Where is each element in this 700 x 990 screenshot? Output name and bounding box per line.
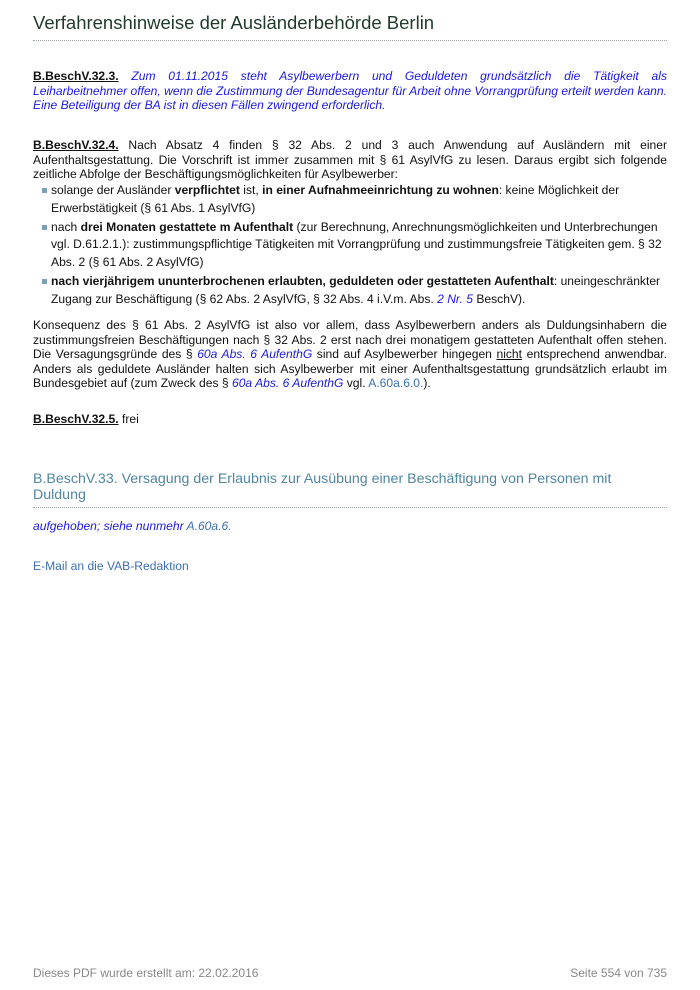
section-ref-32-5[interactable]: B.BeschV.32.5. bbox=[33, 412, 119, 426]
paragraph-32-4 bbox=[33, 138, 667, 182]
bullet-list bbox=[42, 182, 662, 310]
list-item: solange der Ausländer verpflichtet ist, in einer Aufnahmeeinrichtung zu wohnen: keine Möglichkeit der Erwerbstätigkeit (§ 61 Abs. 1 AsylVfG) bbox=[42, 182, 662, 217]
bullet-icon bbox=[42, 279, 47, 284]
paragraph-32-3 bbox=[33, 69, 667, 113]
footer-created-date: Dieses PDF wurde erstellt am: 22.02.2016 bbox=[33, 966, 259, 980]
paragraph-aufgehoben: aufgehoben; siehe nunmehr A.60a.6. bbox=[33, 519, 232, 533]
email-editorial-link[interactable]: E-Mail an die VAB-Redaktion bbox=[33, 559, 189, 573]
footer-page-number: Seite 554 von 735 bbox=[570, 966, 667, 980]
email-link-container bbox=[33, 559, 667, 574]
list-item: nach drei Monaten gestattete m Aufenthalt (zur Berechnung, Anrechnungsmöglichkeiten und Unterbrechungen vgl. D.61.2.1.): zustimmungspflichtige Tätigkeiten mit Vorrangprüfung und zustimmungsfreie Tätigkeiten gem. § 32 Abs. 2 (§ 61 Abs. 2 AsylVfG) bbox=[42, 219, 662, 272]
section-ref-32-4[interactable]: B.BeschV.32.4. bbox=[33, 138, 119, 152]
paragraph-32-3-text: Zum 01.11.2015 steht Asylbewerbern und Geduldeten grundsätzlich die Tätigkeit als Leiharbeitnehmer offen, wenn die Zustimmung der Bundesagentur für Arbeit ohne Vorrangprüfung erteilt werden kann. Eine Beteiligung der BA ist in diesen Fällen zwingend erforderlich. bbox=[33, 69, 667, 113]
paragraph-32-5: B.BeschV.32.5. frei bbox=[33, 412, 139, 426]
paragraph-konsequenz: Konsequenz des § 61 Abs. 2 AsylVfG ist also vor allem, dass Asylbewerbern anders als Duldungsinhabern die zustimmungsfreien Beschäftigungen nach § 32 Abs. 2 erst nach drei monatigem gestatteten Aufenthalt offen stehen. Die Versagungsgründe des § 60a Abs. 6 AufenthG sind auf Asylbewerber hingegen nicht entsprechend anwendbar. Anders als geduldete Ausländer halten sich Asylbewerber mit einer Aufenthaltsgestattung grundsätzlich erlaubt im Bundesgebiet auf (zum Zweck des § 60a Abs. 6 AufenthG vgl. A.60a.6.0.). bbox=[33, 318, 667, 391]
list-item: nach vierjährigem ununterbrochenen erlaubten, geduldeten oder gestatteten Aufenthalt: uneingeschränkter Zugang zur Beschäftigung (§ 62 Abs. 2 AsylVfG, § 32 Abs. 4 i.V.m. Abs. 2 Nr. 5 BeschV). bbox=[42, 273, 662, 308]
paragraph-32-4-text: Nach Absatz 4 finden § 32 Abs. 2 und 3 auch Anwendung auf Ausländern mit einer Aufenthaltsgestattung. Die Vorschrift ist immer zusammen mit § 61 AsylVfG zu lesen. Daraus ergibt sich folgende zeitliche Abfolge der Beschäftigungsmöglichkeiten für Asylbewerber: bbox=[33, 138, 667, 182]
section-heading-33: B.BeschV.33. Versagung der Erlaubnis zur Ausübung einer Beschäftigung von Personen mit Duldung bbox=[33, 471, 667, 508]
bullet-icon bbox=[42, 188, 47, 193]
section-ref-32-3[interactable]: B.BeschV.32.3. bbox=[33, 69, 119, 83]
page-title: Verfahrenshinweise der Ausländerbehörde Berlin bbox=[33, 12, 667, 41]
link-60a-abs-6-aufenthg[interactable]: 60a Abs. 6 AufenthG bbox=[197, 347, 313, 362]
link-a-60a-6-0[interactable]: A.60a.6.0. bbox=[368, 376, 424, 391]
link-a-60a-6[interactable]: A.60a.6. bbox=[186, 519, 232, 533]
link-2-nr-5[interactable]: 2 Nr. 5 bbox=[437, 291, 473, 306]
bullet-icon bbox=[42, 225, 47, 230]
link-60a-abs-6-aufenthg[interactable]: 60a Abs. 6 AufenthG bbox=[231, 376, 344, 391]
